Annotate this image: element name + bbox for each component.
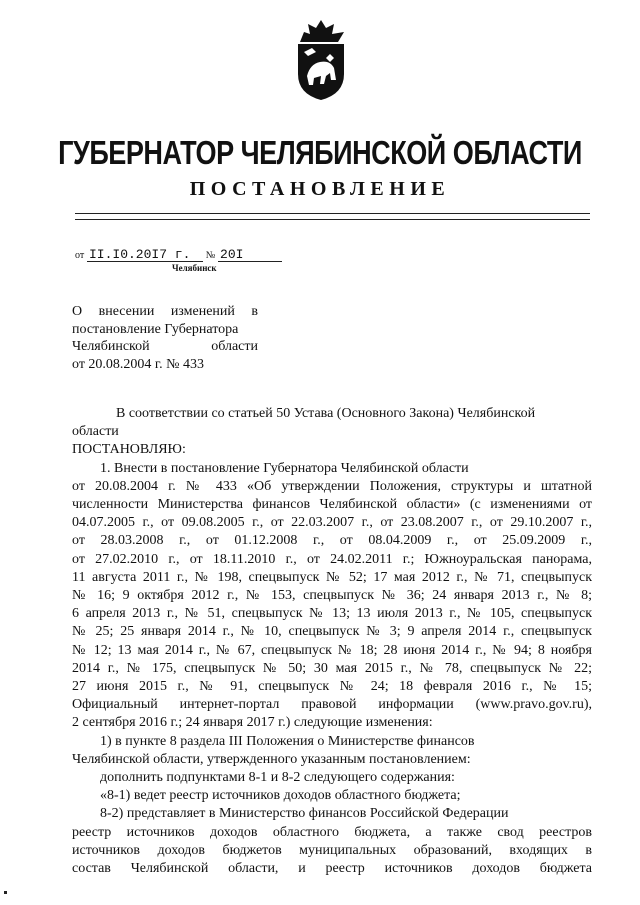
- document-type-heading: ПОСТАНОВЛЕНИЕ: [189, 178, 451, 200]
- document-meta: [75, 248, 282, 262]
- body-line: 2014 г., № 175, спецвыпуск № 50; 30 мая 2015 г., № 78, спецвыпуск № 22;: [72, 660, 592, 676]
- document-number: 20I: [218, 248, 282, 262]
- body-line: 1) в пункте 8 раздела III Положения о Министерстве финансов: [100, 733, 475, 749]
- body-line: численности Министерства финансов Челябинской области» (с изменениями от: [72, 497, 592, 513]
- body-line: 11 августа 2011 г., № 198, спецвыпуск № 52; 17 мая 2012 г., № 71, спецвыпуск: [72, 569, 592, 585]
- body-line: № 16; 9 октября 2012 г., № 153, спецвыпуск № 36; 24 января 2013 г., № 8;: [72, 588, 592, 604]
- document-body: [72, 405, 592, 878]
- body-line: «8-1) ведет реестр источников доходов областного бюджета;: [100, 788, 461, 804]
- document-date: II.I0.20I7 г.: [87, 248, 203, 262]
- governor-title: ГУБЕРНАТОР ЧЕЛЯБИНСКОЙ ОБЛАСТИ: [58, 134, 582, 171]
- subject-line: постановление Губернатора: [72, 321, 239, 337]
- date-label: от: [75, 250, 85, 261]
- body-line: № 12; 13 мая 2014 г., № 67, спецвыпуск № 18; 28 июня 2014 г., № 94; 8 ноября: [72, 642, 592, 658]
- body-line: В соответствии со статьей 50 Устава (Основного Закона) Челябинской: [116, 406, 536, 421]
- header-divider-bottom: [75, 219, 590, 220]
- body-line: 8-2) представляет в Министерство финансов Российской Федерации: [100, 806, 509, 822]
- subject-line: Челябинской области: [72, 339, 258, 354]
- body-line: состав Челябинской области, и реестр источников доходов бюджета: [72, 861, 592, 877]
- body-line: Челябинской области, утвержденного указанным постановлением:: [72, 751, 471, 767]
- document-subject: [72, 303, 258, 373]
- scan-speck: [4, 891, 7, 894]
- body-line: 04.07.2005 г., от 09.08.2005 г., от 22.03.2007 г., от 23.08.2007 г., от 29.10.2007 г.,: [72, 515, 592, 531]
- body-line: 6 апреля 2013 г., № 51, спецвыпуск № 13; 13 июля 2013 г., № 105, спецвыпуск: [72, 606, 592, 622]
- body-line: Официальный интернет-портал правовой информации (www.pravo.gov.ru),: [72, 697, 592, 713]
- body-line: 27 июня 2015 г., № 91, спецвыпуск № 24; 18 февраля 2016 г., № 15;: [72, 679, 592, 695]
- body-line: 2 сентября 2016 г.; 24 января 2017 г.) следующие изменения:: [72, 715, 433, 731]
- subject-line: от 20.08.2004 г. № 433: [72, 356, 204, 372]
- body-line: № 25; 25 января 2014 г., № 10, спецвыпуск № 3; 9 апреля 2014 г., спецвыпуск: [72, 624, 592, 640]
- header-divider-top: [75, 213, 590, 214]
- body-line: области: [72, 424, 119, 440]
- subject-line: О внесении изменений в: [72, 304, 258, 319]
- body-line: от 28.03.2008 г., от 01.12.2008 г., от 08.04.2009 г., от 25.09.2009 г.,: [72, 533, 592, 549]
- body-line: от 27.02.2010 г., от 18.11.2010 г., от 24.02.2011 г.; Южноуральская панорама,: [72, 551, 592, 567]
- body-line: от 20.08.2004 г. № 433 «Об утверждении Положения, структуры и штатной: [72, 478, 592, 494]
- body-line: ПОСТАНОВЛЯЮ:: [72, 442, 186, 458]
- body-line: 1. Внести в постановление Губернатора Челябинской области: [100, 460, 469, 476]
- body-line: реестр источников доходов областного бюджета, а также свод реестров: [72, 824, 592, 840]
- city-name: Челябинск: [172, 263, 217, 273]
- coat-of-arms-emblem: [290, 18, 352, 102]
- body-line: дополнить подпунктами 8-1 и 8-2 следующего содержания:: [100, 770, 455, 786]
- body-line: источников доходов бюджетов муниципальных образований, входящих в: [72, 842, 592, 858]
- number-label: №: [205, 250, 216, 261]
